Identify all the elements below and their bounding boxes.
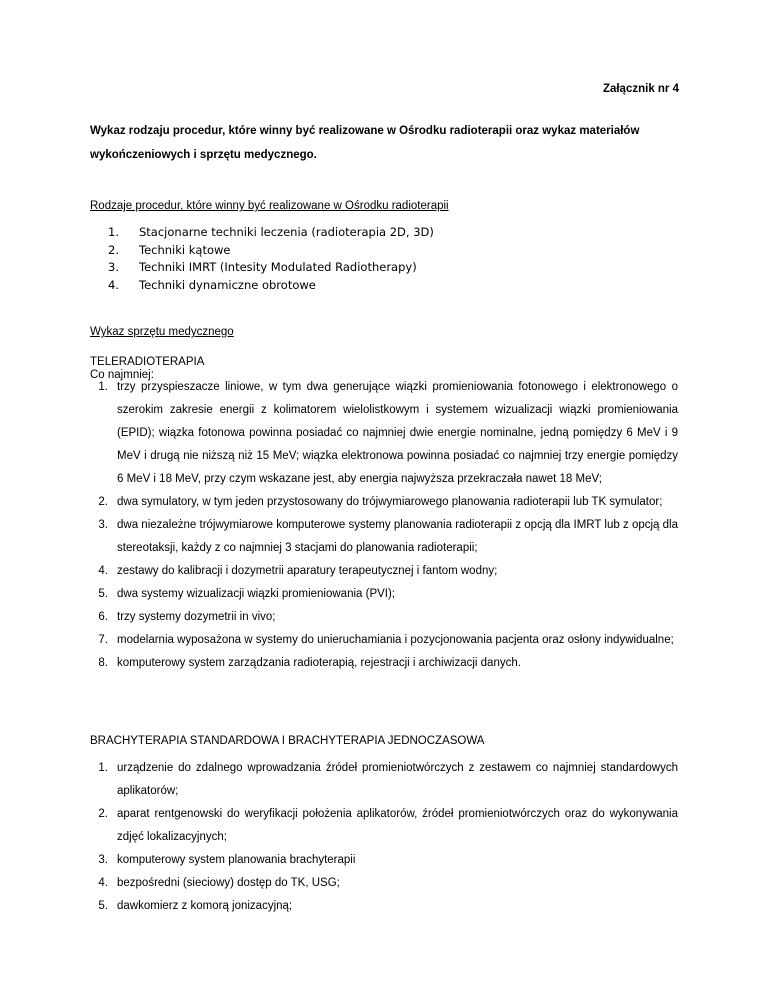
- teleradiotherapy-title: TELERADIOTERAPIA: [90, 356, 205, 368]
- procedures-list: [108, 224, 434, 294]
- teleradiotherapy-list: [90, 376, 678, 675]
- item-number: 1.: [98, 381, 108, 393]
- item-text: Stacjonarne techniki leczenia (radioterapia 2D, 3D): [139, 225, 434, 239]
- list-item: [90, 849, 678, 872]
- item-text: bezpośredni (sieciowy) dostęp do TK, USG;: [117, 877, 340, 889]
- item-number: 4.: [98, 565, 108, 577]
- list-item: [90, 803, 678, 849]
- item-text: dwa systemy wizualizacji wiązki promieniowania (PVI);: [117, 588, 396, 600]
- item-number: 8.: [98, 657, 108, 669]
- list-item: [108, 259, 434, 277]
- item-text: Techniki IMRT (Intesity Modulated Radiotherapy): [139, 260, 417, 274]
- list-item: [108, 224, 434, 242]
- item-text: komputerowy system planowania brachyterapii: [117, 854, 356, 866]
- item-text: modelarnia wyposażona w systemy do unieruchamiania i pozycjonowania pacjenta oraz osłony indywidualne;: [117, 634, 674, 646]
- list-item: [90, 629, 678, 652]
- item-number: 5.: [98, 588, 108, 600]
- item-text: urządzenie do zdalnego wprowadzania źródeł promieniotwórczych z zestawem co najmniej standardowych aplikatorów;: [117, 762, 678, 797]
- item-text: dwa symulatory, w tym jeden przystosowany do trójwymiarowego planowania radioterapii lub TK symulator;: [117, 496, 663, 508]
- teleradiotherapy-intro: Co najmniej:: [90, 369, 154, 381]
- list-item: [90, 583, 678, 606]
- item-number: 3.: [98, 519, 108, 531]
- item-number: 1.: [98, 762, 108, 774]
- annex-label: Załącznik nr 4: [602, 83, 679, 95]
- list-item: [108, 277, 434, 295]
- list-item: [90, 872, 678, 895]
- list-item: [108, 242, 434, 260]
- list-item: [90, 376, 678, 491]
- item-number: 4.: [98, 877, 108, 889]
- item-number: 3.: [98, 854, 108, 866]
- item-text: aparat rentgenowski do weryfikacji położenia aplikatorów, źródeł promieniotwórczych oraz do wykonywania zdjęć lokalizacyjnych;: [117, 808, 678, 843]
- item-text: Techniki dynamiczne obrotowe: [139, 277, 316, 292]
- procedures-heading: Rodzaje procedur, które winny być realizowane w Ośrodku radioterapii: [90, 200, 449, 212]
- item-number: 5.: [98, 900, 108, 912]
- item-text: dwa niezależne trójwymiarowe komputerowe systemy planowania radioterapii z opcją dla IMRT lub z opcją dla stereotaksji, każdy z co najmniej 3 stacjami do planowania radioterapii;: [117, 519, 678, 554]
- list-item: [90, 895, 678, 918]
- list-item: [90, 606, 678, 629]
- item-text: Techniki kątowe: [139, 242, 231, 257]
- list-item: [90, 514, 678, 560]
- item-number: 2.: [98, 496, 108, 508]
- item-text: dawkomierz z komorą jonizacyjną;: [117, 900, 293, 912]
- brachytherapy-list: [90, 757, 678, 918]
- item-number: 6.: [98, 611, 108, 623]
- item-number: 7.: [98, 634, 108, 646]
- list-item: [90, 652, 678, 675]
- item-text: zestawy do kalibracji i dozymetrii aparatury terapeutycznej i fantom wodny;: [117, 565, 498, 577]
- brachytherapy-title: BRACHYTERAPIA STANDARDOWA I BRACHYTERAPIA JEDNOCZASOWA: [90, 735, 485, 747]
- item-number: 1.: [108, 225, 119, 239]
- item-number: 2.: [98, 808, 108, 820]
- item-number: 4.: [108, 277, 119, 292]
- item-text: komputerowy system zarządzania radioterapią, rejestracji i archiwizacji danych.: [117, 657, 521, 669]
- item-number: 3.: [108, 260, 119, 274]
- list-item: [90, 491, 678, 514]
- equipment-heading: Wykaz sprzętu medycznego: [90, 326, 234, 338]
- item-text: trzy systemy dozymetrii in vivo;: [117, 611, 276, 623]
- list-item: [90, 757, 678, 803]
- document-title: Wykaz rodzaju procedur, które winny być realizowane w Ośrodku radioterapii oraz wykaz materiałów wykończeniowych i sprzętu medycznego.: [90, 125, 640, 161]
- item-number: 2.: [108, 242, 119, 257]
- list-item: [90, 560, 678, 583]
- item-text: trzy przyspieszacze liniowe, w tym dwa generujące wiązki promieniowania fotonowego i elektronowego o szerokim zakresie energii z kolimatorem wielolistkowym i systemem wizualizacji wiązki promieniowania (EPID); wiązka fotonowa powinna posiadać co najmniej dwie energie nominalne, jedną pomiędzy 6 MeV i 9 MeV i drugą nie niższą niż 15 MeV; wiązka elektronowa powinna posiadać co najmniej trzy energie pomiędzy 6 MeV i 18 MeV, przy czym wskazane jest, aby energia najwyższa przekraczała nawet 18 MeV;: [117, 381, 678, 485]
